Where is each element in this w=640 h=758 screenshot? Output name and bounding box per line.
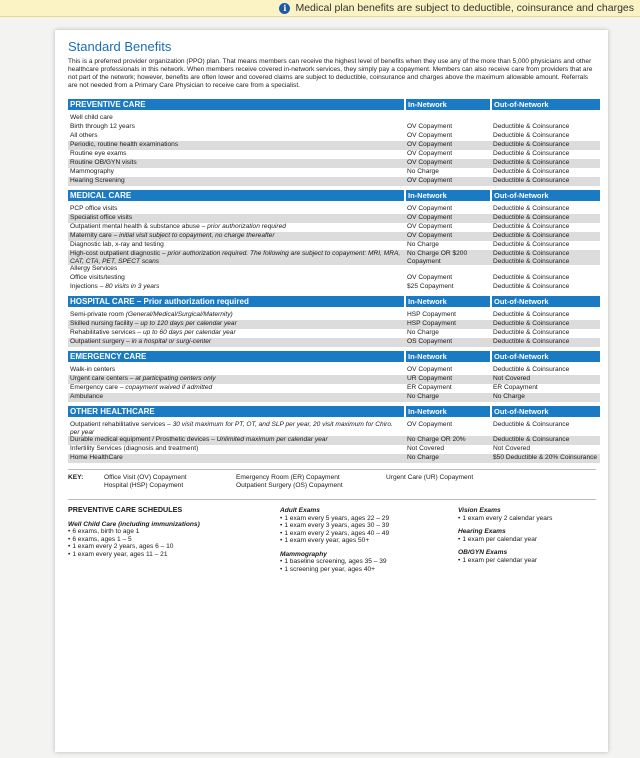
benefit-label: Ambulance bbox=[70, 393, 103, 400]
schedule-list bbox=[280, 514, 461, 545]
benefit-label: Outpatient rehabilitative services – bbox=[70, 421, 173, 428]
schedule-item bbox=[458, 515, 596, 523]
bullet-icon: • bbox=[458, 514, 461, 522]
key-label: KEY: bbox=[68, 474, 84, 481]
benefit-label: Office visits/testing bbox=[70, 274, 125, 281]
benefit-label-cell bbox=[68, 214, 405, 223]
benefit-label: Routine eye exams bbox=[70, 150, 127, 157]
out-network-value: Deductible & Coinsurance bbox=[491, 214, 600, 223]
benefit-label: Birth through 12 years bbox=[70, 123, 135, 130]
schedule-list bbox=[280, 556, 461, 573]
in-network-value: OV Copayment bbox=[405, 141, 491, 150]
benefit-label-cell bbox=[68, 232, 405, 241]
section-header bbox=[68, 190, 600, 201]
schedule-list bbox=[68, 528, 283, 558]
key-os: Outpatient Surgery (OS) Copayment bbox=[236, 481, 343, 489]
schedule-item-text: 1 exam every 2 years, ages 6 – 10 bbox=[72, 543, 174, 550]
schedule-group-title: Hearing Exams bbox=[458, 528, 506, 535]
intro-paragraph: This is a preferred provider organization (PPO) plan. That means members can receive the highest level of benefits when they use any of the more than 5,000 physicians and other healthcare professionals in this network. When members receive covered in-network services, they simply pay a copayment. Members can also receive care from providers that are not part of the network; however, benefits are often lower and covered claims are subject to deductible, coinsurance and charges above the maximum allowable amount. Referrals are not needed from a Primary Care Physician to receive care from a specialist. bbox=[68, 58, 593, 89]
section-title: OTHER HEALTHCARE bbox=[68, 406, 405, 417]
benefit-label-cell bbox=[68, 445, 405, 454]
benefit-row bbox=[68, 150, 600, 159]
benefit-label: Injections – bbox=[70, 283, 106, 290]
schedule-group-title: Adult Exams bbox=[280, 507, 320, 514]
schedule-list bbox=[458, 515, 596, 523]
section-header bbox=[68, 351, 600, 362]
benefit-note: Unlimited maximum per calendar year bbox=[216, 436, 328, 443]
in-network-value: OV Copayment bbox=[407, 274, 453, 281]
benefit-row bbox=[68, 436, 600, 445]
in-network-header: In-Network bbox=[405, 406, 491, 417]
in-network-value: OV Copayment bbox=[405, 159, 491, 168]
out-network-value: Deductible & Coinsurance bbox=[493, 241, 570, 248]
benefit-label: Outpatient mental health & substance abuse – bbox=[70, 223, 208, 230]
bullet-icon: • bbox=[68, 550, 71, 558]
benefit-note: initial visit subject to copayment, no charge thereafter bbox=[119, 232, 275, 239]
in-network-header: In-Network bbox=[405, 99, 491, 110]
out-network-value bbox=[491, 114, 600, 123]
benefit-row bbox=[68, 421, 600, 436]
benefit-row bbox=[68, 265, 600, 274]
benefit-note: prior authorization required bbox=[207, 223, 286, 230]
schedule-group-title: Well Child Care (including immunizations) bbox=[68, 520, 200, 528]
benefit-label-cell bbox=[68, 454, 405, 463]
schedule-column-1 bbox=[68, 505, 283, 573]
out-network-value: Deductible & Coinsurance bbox=[491, 320, 600, 329]
bullet-icon: • bbox=[68, 528, 71, 535]
out-network-header: Out-of-Network bbox=[491, 190, 600, 201]
out-network-header: Out-of-Network bbox=[491, 99, 600, 110]
schedule-item-text: 1 screening per year, ages 40+ bbox=[284, 565, 376, 573]
benefit-note: copayment waived if admitted bbox=[125, 384, 213, 391]
bullet-icon: • bbox=[68, 535, 71, 543]
section-title: MEDICAL CARE bbox=[68, 190, 405, 201]
benefit-row bbox=[68, 241, 600, 250]
in-network-value: No Charge OR 20% bbox=[405, 436, 491, 445]
benefit-row bbox=[68, 274, 600, 283]
benefit-label-cell bbox=[68, 132, 405, 141]
section-title: EMERGENCY CARE bbox=[68, 351, 405, 362]
in-network-value: OV Copayment bbox=[407, 150, 453, 157]
benefit-row bbox=[68, 338, 600, 347]
schedule-column-3 bbox=[458, 506, 596, 573]
schedule-item-text: 1 baseline screening, ages 35 – 39 bbox=[284, 558, 387, 565]
schedule-item bbox=[68, 551, 280, 559]
in-network-value: OV Copayment bbox=[407, 223, 453, 230]
benefit-label: Hearing Screening bbox=[70, 177, 125, 184]
benefit-label-cell bbox=[68, 375, 405, 384]
benefit-row bbox=[68, 329, 600, 338]
benefit-label-cell bbox=[68, 320, 405, 329]
out-network-header: Out-of-Network bbox=[491, 351, 600, 362]
in-network-value: OV Copayment bbox=[407, 421, 453, 428]
benefit-label: Rehabilitative services – bbox=[70, 329, 143, 336]
legend-key bbox=[68, 469, 596, 489]
schedule-item bbox=[280, 556, 461, 566]
benefit-note: up to 60 days per calendar year bbox=[142, 329, 236, 336]
out-network-value: Deductible & Coinsurance bbox=[491, 141, 600, 150]
in-network-header: In-Network bbox=[405, 190, 491, 201]
benefit-label-cell bbox=[68, 250, 405, 265]
schedule-item-text: 1 exam per calendar year bbox=[462, 535, 538, 543]
benefit-label: Semi-private room bbox=[70, 311, 126, 318]
benefit-row bbox=[68, 141, 600, 150]
in-network-value: OV Copayment bbox=[407, 366, 453, 373]
schedule-list bbox=[458, 557, 596, 565]
benefit-label: Urgent care centers – bbox=[70, 375, 136, 382]
out-network-value: Deductible & Coinsurance bbox=[493, 205, 570, 212]
benefit-note: prior authorization required. The following are subject to copayment: MRI, MRA, CAT, CTA, PET, SPECT scans bbox=[70, 250, 401, 265]
in-network-value: Not Covered bbox=[407, 445, 445, 452]
section-header bbox=[68, 406, 600, 417]
schedule-item-text: 1 exam every 2 years, ages 40 – 49 bbox=[284, 529, 390, 537]
schedule-item bbox=[68, 543, 280, 551]
in-network-value: No Charge bbox=[407, 168, 439, 175]
benefit-label: Routine OB/GYN visits bbox=[70, 159, 137, 166]
schedule-item-text: 6 exams, ages 1 – 5 bbox=[72, 535, 132, 543]
benefit-row bbox=[68, 311, 600, 320]
benefit-label-cell bbox=[68, 205, 405, 214]
benefit-label: Maternity care – bbox=[70, 232, 120, 239]
schedule-item bbox=[68, 535, 283, 544]
benefit-label: Mammography bbox=[70, 168, 114, 175]
benefit-label: Outpatient surgery – bbox=[70, 338, 132, 345]
in-network-value: No Charge bbox=[407, 329, 439, 336]
benefit-label-cell bbox=[68, 421, 405, 436]
benefit-label-cell bbox=[68, 393, 405, 402]
out-network-value: $50 Deductible & 20% Coinsurance bbox=[491, 454, 600, 463]
out-network-value: Deductible & Coinsurance bbox=[493, 132, 570, 139]
in-network-value: UR Copayment bbox=[405, 375, 491, 384]
out-network-value: ER Copayment bbox=[493, 384, 538, 391]
benefit-row bbox=[68, 232, 600, 241]
schedule-list bbox=[458, 536, 596, 544]
schedule-item bbox=[68, 528, 283, 537]
out-network-value: Deductible & Coinsurance bbox=[491, 232, 600, 241]
benefit-row bbox=[68, 159, 600, 168]
benefit-row bbox=[68, 366, 600, 375]
benefit-label-cell bbox=[68, 329, 405, 338]
in-network-value: No Charge bbox=[407, 241, 439, 248]
benefit-row bbox=[68, 177, 600, 186]
out-network-value: Deductible & Coinsurance bbox=[491, 159, 600, 168]
in-network-value: OV Copayment bbox=[407, 205, 453, 212]
in-network-value: No Charge bbox=[405, 393, 491, 402]
benefit-label-cell bbox=[68, 141, 405, 150]
benefit-label-cell bbox=[68, 241, 405, 250]
benefit-label-cell bbox=[68, 159, 405, 168]
out-network-header: Out-of-Network bbox=[491, 296, 600, 307]
bullet-icon: • bbox=[68, 543, 71, 550]
out-network-value: Not Covered bbox=[493, 445, 531, 452]
benefit-label: Well child care bbox=[70, 114, 113, 121]
schedule-item bbox=[280, 566, 458, 574]
benefit-row bbox=[68, 168, 600, 177]
schedule-item-text: 1 exam every 2 calendar years bbox=[462, 514, 553, 522]
bullet-icon: • bbox=[458, 556, 461, 564]
benefit-row bbox=[68, 132, 600, 141]
out-network-value: Deductible & Coinsurance bbox=[493, 366, 570, 373]
schedule-column-2 bbox=[280, 506, 461, 573]
benefit-row bbox=[68, 205, 600, 214]
section-header bbox=[68, 296, 600, 307]
in-network-value: No Charge bbox=[405, 454, 491, 463]
preventive-schedules bbox=[68, 499, 596, 573]
out-network-value: Deductible & Coinsurance bbox=[491, 338, 600, 347]
benefit-note: at participating centers only bbox=[135, 375, 216, 382]
benefit-label: Skilled nursing facility – bbox=[70, 320, 141, 327]
in-network-value: OS Copayment bbox=[405, 338, 491, 347]
in-network-value bbox=[405, 114, 491, 123]
benefit-label-cell bbox=[68, 168, 405, 177]
schedule-item bbox=[280, 514, 461, 523]
in-network-value: OV Copayment bbox=[405, 214, 491, 223]
info-banner bbox=[0, 0, 640, 17]
out-network-value: Deductible & Coinsurance bbox=[491, 177, 600, 186]
schedule-item-text: 1 exam every year, ages 11 – 21 bbox=[72, 550, 168, 558]
benefits-tables bbox=[68, 99, 596, 463]
benefit-label-cell bbox=[68, 177, 405, 186]
benefit-label-cell bbox=[68, 366, 405, 375]
in-network-value: HSP Copayment bbox=[405, 320, 491, 329]
benefit-label-cell bbox=[68, 436, 405, 445]
out-network-value: Deductible & Coinsurance bbox=[493, 274, 570, 281]
in-network-header: In-Network bbox=[405, 296, 491, 307]
schedule-group-title: Mammography bbox=[280, 550, 327, 558]
benefit-label: PCP office visits bbox=[70, 205, 118, 212]
benefit-label: Infertility Services (diagnosis and treatment) bbox=[70, 445, 199, 452]
in-network-value: OV Copayment bbox=[405, 177, 491, 186]
benefit-label-cell bbox=[68, 150, 405, 159]
benefit-note: up to 120 days per calendar year bbox=[140, 320, 237, 327]
section-title: HOSPITAL CARE – Prior authorization required bbox=[68, 296, 405, 307]
schedule-item bbox=[458, 536, 596, 544]
benefit-label-cell bbox=[68, 265, 405, 274]
benefit-row bbox=[68, 375, 600, 384]
benefit-row bbox=[68, 223, 600, 232]
out-network-value: No Charge bbox=[491, 393, 600, 402]
document-page bbox=[55, 30, 608, 752]
in-network-value: OV Copayment bbox=[405, 232, 491, 241]
benefit-label: High-cost outpatient diagnostic – bbox=[70, 250, 168, 257]
in-network-value: OV Copayment bbox=[407, 123, 453, 130]
bullet-icon: • bbox=[280, 537, 283, 544]
benefit-label: Home HealthCare bbox=[70, 454, 123, 461]
out-network-value: Deductible & Coinsurance bbox=[493, 311, 570, 318]
in-network-value: $25 Copayment bbox=[407, 283, 454, 290]
benefit-label-cell bbox=[68, 283, 405, 292]
benefit-row bbox=[68, 384, 600, 393]
benefit-row bbox=[68, 320, 600, 329]
in-network-value: HSP Copayment bbox=[407, 311, 456, 318]
benefit-label: Periodic, routine health examinations bbox=[70, 141, 179, 148]
info-icon: i bbox=[279, 3, 290, 14]
out-network-value: Deductible & Coinsurance bbox=[491, 436, 600, 445]
in-network-value: ER Copayment bbox=[407, 384, 452, 391]
benefit-label-cell bbox=[68, 123, 405, 132]
benefit-label: Walk-in centers bbox=[70, 366, 116, 373]
benefit-row bbox=[68, 250, 600, 265]
section-title: PREVENTIVE CARE bbox=[68, 99, 405, 110]
schedule-item-text: 1 exam every year, ages 50+ bbox=[284, 537, 370, 544]
schedules-title: PREVENTIVE CARE SCHEDULES bbox=[68, 505, 183, 514]
benefit-row bbox=[68, 123, 600, 132]
schedule-item-text: 1 exam every 5 years, ages 22 – 29 bbox=[284, 514, 390, 522]
benefits-table bbox=[68, 99, 600, 463]
in-network-value: OV Copayment bbox=[407, 132, 453, 139]
in-network-value bbox=[405, 265, 491, 274]
schedule-item bbox=[280, 535, 461, 545]
benefit-label-cell bbox=[68, 338, 405, 347]
benefit-row bbox=[68, 445, 600, 454]
schedule-group-title: OB/GYN Exams bbox=[458, 549, 508, 556]
benefit-label: Allergy Services bbox=[70, 265, 118, 272]
bullet-icon: • bbox=[280, 558, 283, 565]
bullet-icon: • bbox=[280, 522, 283, 529]
out-network-value: Deductible & Coinsurance bbox=[493, 283, 570, 290]
benefit-label-cell bbox=[68, 311, 405, 320]
out-network-value bbox=[491, 265, 600, 274]
schedule-item bbox=[280, 522, 458, 530]
key-hsp: Hospital (HSP) Copayment bbox=[104, 481, 184, 489]
out-network-value: Deductible & Coinsurance bbox=[493, 150, 570, 157]
benefit-note: 30 visit maximum for PT, OT, and SLP per year, 20 visit maximum for Chiro. per year bbox=[70, 421, 393, 436]
schedule-group-title: Vision Exams bbox=[458, 507, 501, 514]
key-er: Emergency Room (ER) Copayment bbox=[236, 474, 340, 481]
section-header bbox=[68, 99, 600, 110]
out-network-value: Deductible & Coinsurance bbox=[493, 223, 570, 230]
page-title: Standard Benefits bbox=[68, 39, 172, 54]
bullet-icon: • bbox=[280, 529, 283, 537]
out-network-value: Deductible & Coinsurance bbox=[493, 329, 570, 336]
schedule-item bbox=[458, 557, 596, 565]
banner-text: Medical plan benefits are subject to deductible, coinsurance and charges bbox=[295, 2, 634, 14]
benefit-row bbox=[68, 393, 600, 402]
out-network-value: Deductible & Coinsurance Deductible & Coinsurance bbox=[491, 250, 600, 265]
benefit-label-cell bbox=[68, 114, 405, 123]
benefit-label-cell bbox=[68, 384, 405, 393]
benefit-label: Specialist office visits bbox=[70, 214, 133, 221]
out-network-value: Deductible & Coinsurance bbox=[493, 168, 570, 175]
out-network-header: Out-of-Network bbox=[491, 406, 600, 417]
bullet-icon: • bbox=[280, 565, 283, 573]
benefit-label: Emergency care – bbox=[70, 384, 126, 391]
benefit-note: 80 visits in 3 years bbox=[105, 283, 160, 290]
out-network-value: Deductible & Coinsurance bbox=[493, 123, 570, 130]
benefit-row bbox=[68, 454, 600, 463]
schedule-item-text: 6 exams, birth to age 1 bbox=[72, 528, 140, 535]
benefit-label-cell bbox=[68, 274, 405, 283]
benefit-note: (General/Medical/Surgical/Maternity) bbox=[125, 311, 233, 318]
in-network-value: No Charge OR $200 Copayment bbox=[405, 250, 491, 265]
out-network-value: Not Covered bbox=[491, 375, 600, 384]
benefit-note: in a hospital or surgi-center bbox=[131, 338, 212, 345]
key-ov: Office Visit (OV) Copayment bbox=[104, 474, 187, 481]
bullet-icon: • bbox=[280, 514, 283, 522]
benefit-label: All others bbox=[70, 132, 98, 139]
schedule-item bbox=[280, 530, 458, 538]
bullet-icon: • bbox=[458, 535, 461, 543]
schedule-item-text: 1 exam every 3 years, ages 30 – 39 bbox=[284, 522, 390, 529]
in-network-header: In-Network bbox=[405, 351, 491, 362]
key-ur: Urgent Care (UR) Copayment bbox=[386, 474, 474, 481]
benefit-row bbox=[68, 214, 600, 223]
benefit-label: Diagnostic lab, x-ray and testing bbox=[70, 241, 164, 248]
benefit-label: Durable medical equipment / Prosthetic devices – bbox=[70, 436, 217, 443]
schedule-item-text: 1 exam per calendar year bbox=[462, 556, 538, 564]
benefit-row bbox=[68, 283, 600, 292]
benefit-label-cell bbox=[68, 223, 405, 232]
out-network-value: Deductible & Coinsurance bbox=[493, 421, 570, 428]
benefit-row bbox=[68, 114, 600, 123]
